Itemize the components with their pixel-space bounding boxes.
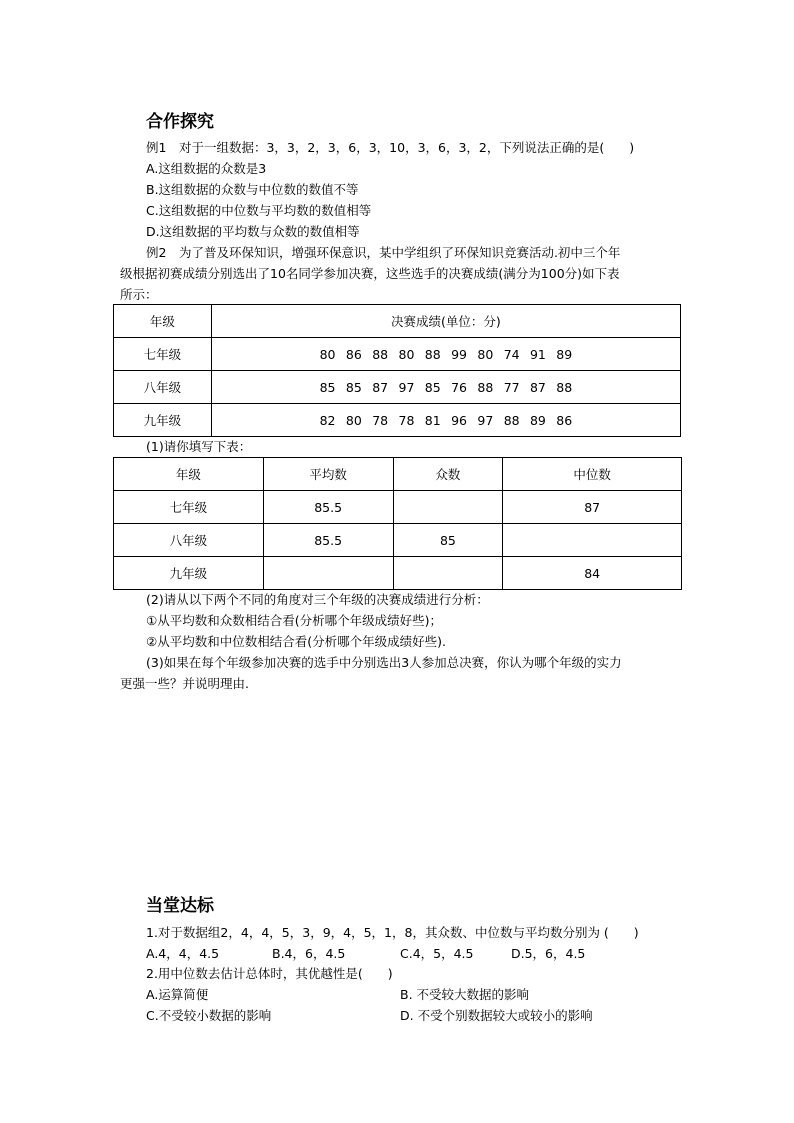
scores-cell xyxy=(211,338,680,371)
assessment-q1-option-b: B.4，6，4.5 xyxy=(272,946,346,961)
mode-cell: 85 xyxy=(393,524,503,557)
score: 77 xyxy=(503,379,520,395)
score: 74 xyxy=(503,346,520,362)
assessment-q1-option-c: C.4，5，4.5 xyxy=(400,946,474,961)
table-row xyxy=(114,371,681,404)
median-cell: 87 xyxy=(503,491,682,524)
section-title-class-assessment: 当堂达标 xyxy=(146,896,214,916)
median-cell: 84 xyxy=(503,557,682,590)
question-3-line2: 更强一些？并说明理由. xyxy=(120,676,249,691)
question-2: (2)请从以下两个不同的角度对三个年级的决赛成绩进行分析： xyxy=(146,592,489,607)
score: 78 xyxy=(372,412,389,428)
header-mode: 众数 xyxy=(393,458,503,491)
score: 82 xyxy=(319,412,336,428)
question-3-line1: (3)如果在每个年级参加决赛的选手中分别选出3人参加总决赛，你认为哪个年级的实力 xyxy=(146,655,622,670)
final-scores-table xyxy=(113,304,681,437)
score: 88 xyxy=(372,346,389,362)
mean-cell: 85.5 xyxy=(263,491,393,524)
score: 99 xyxy=(451,346,467,362)
question-2b: ②从平均数和中位数相结合看(分析哪个年级成绩好些). xyxy=(146,634,446,649)
assessment-q2-option-a: A.运算简便 xyxy=(146,987,209,1002)
table-row xyxy=(114,557,682,590)
header-final-scores: 决赛成绩(单位：分) xyxy=(211,305,680,338)
score: 97 xyxy=(477,412,494,428)
example1-option-c: C.这组数据的中位数与平均数的数值相等 xyxy=(146,203,372,218)
mean-cell[interactable] xyxy=(263,557,393,590)
header-grade: 年级 xyxy=(114,305,212,338)
grade-cell: 九年级 xyxy=(114,557,264,590)
header-grade: 年级 xyxy=(114,458,264,491)
score: 88 xyxy=(477,379,494,395)
score: 88 xyxy=(556,379,573,395)
table-row xyxy=(114,338,681,371)
example2-intro-line1: 例2 为了普及环保知识，增强环保意识，某中学组织了环保知识竞赛活动.初中三个年 xyxy=(146,245,621,260)
score: 97 xyxy=(398,379,415,395)
grade-cell: 八年级 xyxy=(114,524,264,557)
score: 91 xyxy=(529,346,546,362)
header-median: 中位数 xyxy=(503,458,682,491)
example1-question: 例1 对于一组数据：3，3，2，3，6，3，10，3，6，3，2，下列说法正确的是( ) xyxy=(146,140,635,155)
score: 81 xyxy=(424,412,441,428)
score: 88 xyxy=(503,412,520,428)
score: 89 xyxy=(529,412,546,428)
score: 80 xyxy=(477,346,494,362)
score: 87 xyxy=(372,379,389,395)
grade-cell: 九年级 xyxy=(114,404,212,437)
mode-cell[interactable] xyxy=(393,557,503,590)
score: 88 xyxy=(424,346,441,362)
table-row xyxy=(114,491,682,524)
scores-cell xyxy=(211,371,680,404)
score: 76 xyxy=(451,379,467,395)
statistics-fill-table xyxy=(113,457,682,590)
mean-cell: 85.5 xyxy=(263,524,393,557)
scores-cell xyxy=(211,404,680,437)
example2-intro-line2: 级根据初赛成绩分别选出了10名同学参加决赛，这些选手的决赛成绩(满分为100分)如下表 xyxy=(120,266,620,281)
assessment-q1: 1.对于数据组2，4，4，5，3，9，4，5，1，8，其众数、中位数与平均数分别为 ( ) xyxy=(146,925,639,940)
example1-option-a: A.这组数据的众数是3 xyxy=(146,161,267,176)
score: 80 xyxy=(398,346,415,362)
score: 87 xyxy=(529,379,546,395)
grade-cell: 七年级 xyxy=(114,338,212,371)
assessment-q2-option-d: D. 不受个别数据较大或较小的影响 xyxy=(400,1008,593,1023)
score: 85 xyxy=(424,379,441,395)
assessment-q2-option-c: C.不受较小数据的影响 xyxy=(146,1008,272,1023)
section-title-cooperative-inquiry: 合作探究 xyxy=(146,112,214,132)
score: 89 xyxy=(556,346,573,362)
example2-intro-line3: 所示： xyxy=(120,287,158,302)
score: 78 xyxy=(398,412,415,428)
mode-cell[interactable] xyxy=(393,491,503,524)
table-row xyxy=(114,404,681,437)
score: 85 xyxy=(345,379,362,395)
median-cell[interactable] xyxy=(503,524,682,557)
table-header-row xyxy=(114,305,681,338)
table-header-row xyxy=(114,458,682,491)
table-row xyxy=(114,524,682,557)
assessment-q1-option-a: A.4，4，4.5 xyxy=(146,946,220,961)
assessment-q1-option-d: D.5，6，4.5 xyxy=(511,946,586,961)
assessment-q2-option-b: B. 不受较大数据的影响 xyxy=(400,987,530,1002)
score: 85 xyxy=(319,379,336,395)
example1-option-d: D.这组数据的平均数与众数的数值相等 xyxy=(146,224,360,239)
example1-option-b: B.这组数据的众数与中位数的数值不等 xyxy=(146,182,359,197)
assessment-q2: 2.用中位数去估计总体时，其优越性是( ) xyxy=(146,966,393,981)
grade-cell: 七年级 xyxy=(114,491,264,524)
grade-cell: 八年级 xyxy=(114,371,212,404)
score: 80 xyxy=(345,412,362,428)
question-2a: ①从平均数和众数相结合看(分析哪个年级成绩好些)； xyxy=(146,613,442,628)
score: 96 xyxy=(451,412,467,428)
score: 86 xyxy=(345,346,362,362)
header-mean: 平均数 xyxy=(263,458,393,491)
score: 86 xyxy=(556,412,573,428)
question-1-fill-table: (1)请你填写下表： xyxy=(146,439,252,454)
score: 80 xyxy=(319,346,336,362)
